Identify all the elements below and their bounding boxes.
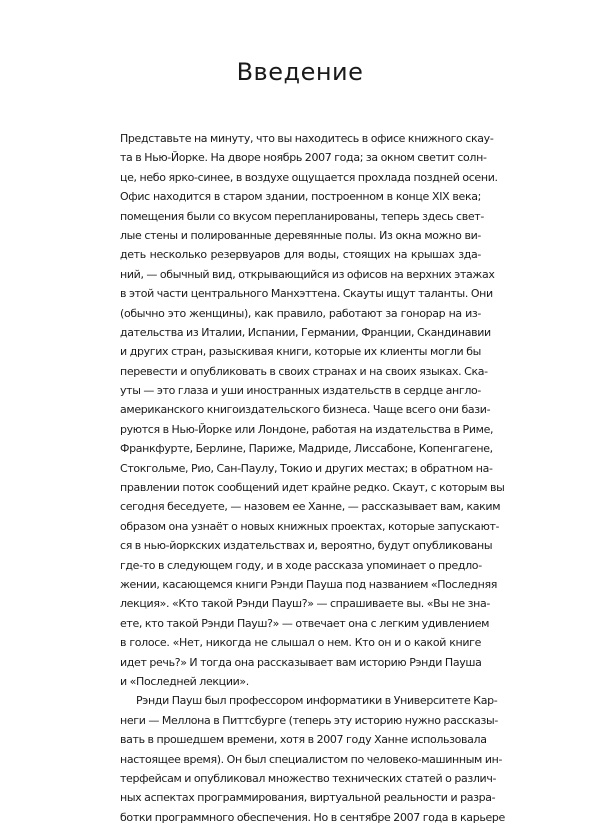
text-line: деть несколько резервуаров для воды, стоящих на крышах зда- [120, 248, 481, 262]
text-line: американского книгоиздательского бизнеса. Чаще всего они бази- [120, 403, 491, 417]
text-line: настоящее время). Он был специалистом по человеко-машинным ин- [120, 752, 503, 766]
text-line: ний, — обычный вид, открывающийся из офисов на верхних этажах [120, 267, 495, 281]
text-line: це, небо ярко-синее, в воздухе ощущается прохлада поздней осени. [120, 170, 498, 184]
text-line: вать в прошедшем времени, хотя в 2007 году Ханне использовала [120, 733, 487, 747]
text-line: Стокгольме, Рио, Сан-Паулу, Токио и других местах; в обратном на- [120, 461, 493, 475]
text-line: ете, кто такой Рэнди Пауш?» — отвечает она с легким удивлением [120, 616, 490, 630]
text-line: где-то в следующем году, и в ходе рассказа упоминает о предло- [120, 558, 482, 572]
paragraph [120, 691, 505, 827]
text-line: терфейсам и опубликовал множество технических статей о различ- [120, 771, 497, 785]
text-line: (обычно это женщины), как правило, работают за гонорар на из- [120, 306, 481, 320]
text-line: жении, касающемся книги Рэнди Пауша под названием «Последняя [120, 577, 497, 591]
text-line: помещения были со вкусом перепланированы, теперь здесь свет- [120, 209, 484, 223]
paragraph [120, 129, 505, 691]
text-line: лые стены и полированные деревянные полы. Из окна можно ви- [120, 228, 481, 242]
text-line: дательства из Италии, Испании, Германии, Франции, Скандинавии [120, 325, 491, 339]
text-line: лекция». «Кто такой Рэнди Пауш?» — спрашиваете вы. «Вы не зна- [120, 597, 490, 611]
text-line: руются в Нью-Йорке или Лондоне, работая на издательства в Риме, [120, 422, 494, 436]
text-line: уты — это глаза и уши иностранных издательств в сердце англо- [120, 384, 481, 398]
text-line: Офис находится в старом здании, построенном в конце XIX века; [120, 190, 481, 204]
chapter-title: Введение [236, 58, 364, 86]
text-line: Представьте на минуту, что вы находитесь в офисе книжного скау- [120, 132, 494, 145]
text-line: правлении поток сообщений идет крайне редко. Скаут, с которым вы [120, 481, 505, 495]
text-line: перевести и опубликовать в своих странах и на своих языках. Ска- [120, 364, 488, 378]
text-line: идет речь?» И тогда она рассказывает вам историю Рэнди Пауша [120, 655, 482, 669]
chapter-body [120, 129, 505, 827]
text-line: в голосе. «Нет, никогда не слышал о нем. Кто он и о какой книге [120, 636, 481, 650]
text-line: Франкфурте, Берлине, Париже, Мадриде, Лиссабоне, Копенгагене, [120, 442, 493, 456]
text-line: сегодня беседуете, — назовем ее Ханне, — рассказывает вам, каким [120, 500, 501, 514]
text-line: та в Нью-Йорке. На дворе ноябрь 2007 года; за окном светит солн- [120, 151, 487, 165]
text-line: и других стран, разыскивая книги, которые их клиенты могли бы [120, 345, 481, 359]
text-line: ся в нью-йоркских издательствах и, вероятно, будут опубликованы [120, 539, 493, 553]
text-line: и «Последней лекции». [120, 674, 249, 688]
text-line: в этой части центрального Манхэттена. Скауты ищут таланты. Они [120, 287, 493, 301]
text-line: ных аспектах программирования, виртуальной реальности и разра- [120, 791, 496, 805]
text-line: образом она узнаёт о новых книжных проектах, которые запускают- [120, 519, 500, 533]
text-line: неги — Меллона в Питтсбурге (теперь эту историю нужно рассказы- [120, 713, 498, 727]
text-line: ботки программного обеспечения. Но в сентябре 2007 года в карьере [120, 810, 505, 824]
text-line: Рэнди Пауш был профессором информатики в Университете Кар- [136, 694, 498, 708]
